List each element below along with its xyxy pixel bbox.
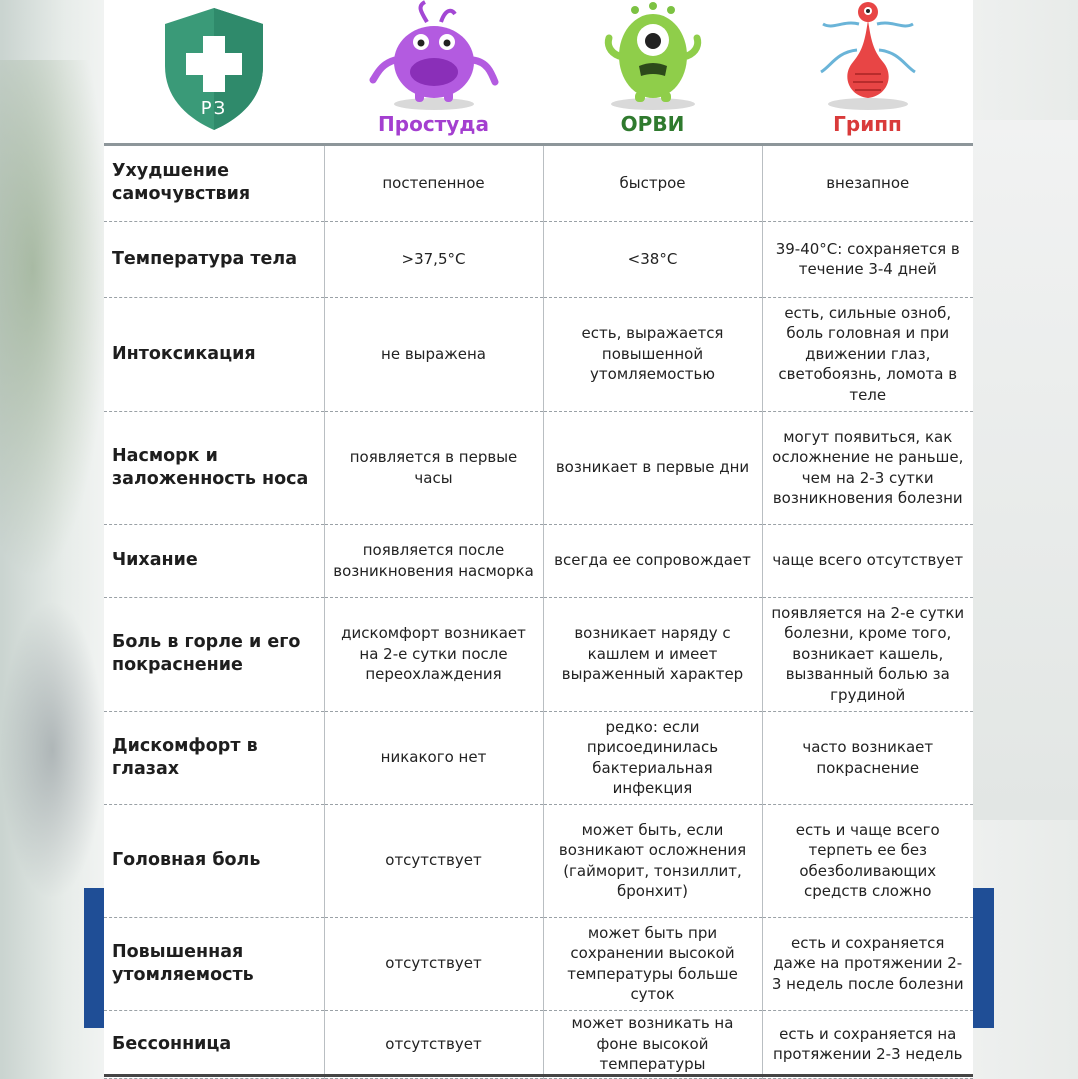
row-label: Температура тела (104, 221, 324, 297)
cold-value: постепенное (324, 146, 543, 221)
table-bottom-rule (104, 1074, 973, 1077)
arvi-value: редко: если присоединилась бактериальная инфекция (543, 711, 762, 804)
shield-cross-icon (159, 6, 269, 136)
arvi-value: быстрое (543, 146, 762, 221)
header-label-arvi: ОРВИ (620, 112, 685, 136)
flu-value: есть и сохраняется даже на протяжении 2-3 недель после болезни (762, 917, 973, 1010)
row-label: Насморк и заложенность носа (104, 411, 324, 524)
table-row (104, 804, 973, 917)
header-flu (762, 0, 973, 146)
flu-value: 39-40°С: сохраняется в течение 3-4 дней (762, 221, 973, 297)
table-row (104, 1010, 973, 1078)
table-row (104, 711, 973, 804)
flu-value: чаще всего отсутствует (762, 524, 973, 597)
blue-accent-right (972, 888, 994, 1028)
purple-germ-icon (369, 0, 499, 116)
header-label-flu: Грипп (833, 112, 902, 136)
cold-value: >37,5°С (324, 221, 543, 297)
row-label: Чихание (104, 524, 324, 597)
arvi-value: возникает наряду с кашлем и имеет выраженный характер (543, 597, 762, 711)
row-label: Головная боль (104, 804, 324, 917)
red-germ-icon (813, 0, 923, 116)
flu-value: появляется на 2-е сутки болезни, кроме того, возникает кашель, вызванный болью за грудиной (762, 597, 973, 711)
table-row (104, 597, 973, 711)
logo-cell (104, 0, 324, 146)
comparison-card (104, 0, 973, 1078)
table-row (104, 917, 973, 1010)
row-label: Дискомфорт в глазах (104, 711, 324, 804)
header-cold (324, 0, 543, 146)
green-germ-icon (603, 0, 703, 116)
flu-value: часто возникает покраснение (762, 711, 973, 804)
arvi-value: есть, выражается повышенной утомляемостью (543, 297, 762, 411)
table-header (104, 0, 973, 146)
flu-value: есть и чаще всего терпеть ее без обезболивающих средств сложно (762, 804, 973, 917)
arvi-value: всегда ее сопровождает (543, 524, 762, 597)
arvi-value: может быть при сохранении высокой температуры больше суток (543, 917, 762, 1010)
cold-value: не выражена (324, 297, 543, 411)
header-label-cold: Простуда (378, 112, 489, 136)
comparison-table (104, 146, 973, 1079)
background-people-blur (0, 600, 105, 900)
background-plant-blur (0, 60, 110, 580)
table-row (104, 221, 973, 297)
table-row (104, 524, 973, 597)
cold-value: появляется после возникновения насморка (324, 524, 543, 597)
arvi-value: может быть, если возникают осложнения (гайморит, тонзиллит, бронхит) (543, 804, 762, 917)
cold-value: дискомфорт возникает на 2-е сутки после переохлаждения (324, 597, 543, 711)
flu-value: могут появиться, как осложнение не раньше, чем на 2-3 сутки возникновения болезни (762, 411, 973, 524)
cold-value: никакого нет (324, 711, 543, 804)
cold-value: появляется в первые часы (324, 411, 543, 524)
cold-value: отсутствует (324, 917, 543, 1010)
logo-text: РЗ (200, 98, 228, 119)
flu-value: внезапное (762, 146, 973, 221)
table-row (104, 297, 973, 411)
flu-value: есть и сохраняется на протяжении 2-3 недель (762, 1010, 973, 1078)
row-label: Боль в горле и его покраснение (104, 597, 324, 711)
row-label: Интоксикация (104, 297, 324, 411)
cold-value: отсутствует (324, 1010, 543, 1078)
arvi-value: <38°С (543, 221, 762, 297)
table-row (104, 146, 973, 221)
header-arvi (543, 0, 762, 146)
arvi-value: может возникать на фоне высокой температуры (543, 1010, 762, 1078)
cold-value: отсутствует (324, 804, 543, 917)
flu-value: есть, сильные озноб, боль головная и при движении глаз, светобоязнь, ломота в теле (762, 297, 973, 411)
blue-accent-left (84, 888, 106, 1028)
row-label: Бессонница (104, 1010, 324, 1078)
arvi-value: возникает в первые дни (543, 411, 762, 524)
row-label: Ухудшение самочувствия (104, 146, 324, 221)
table-row (104, 411, 973, 524)
background-right-blur (973, 120, 1078, 820)
row-label: Повышенная утомляемость (104, 917, 324, 1010)
